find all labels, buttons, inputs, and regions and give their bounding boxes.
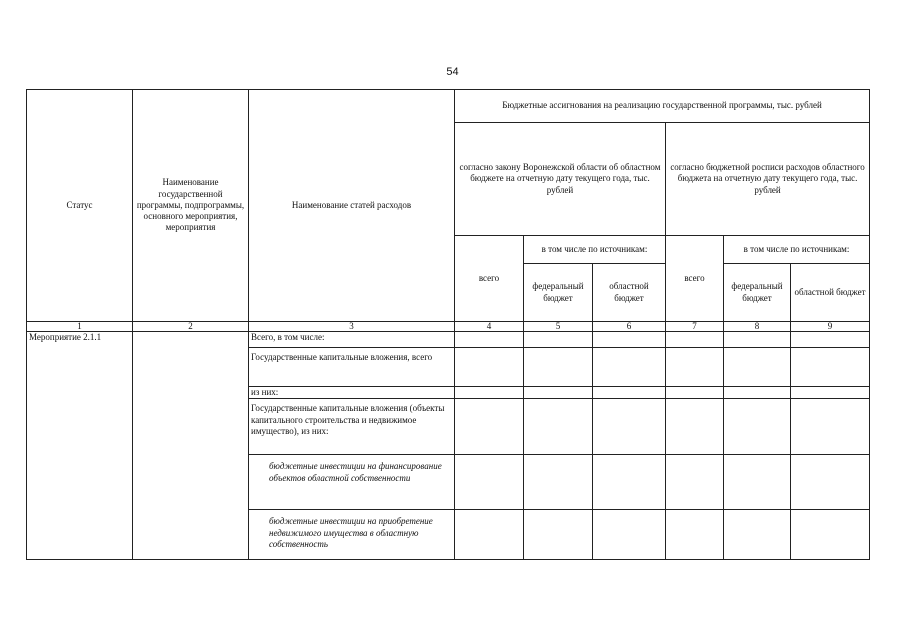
data-cell [791,455,870,510]
row-expense: Государственные капитальные вложения, всего [249,348,455,387]
column-number-row [27,322,870,332]
data-cell [524,455,593,510]
row-status: Мероприятие 2.1.1 [27,332,133,560]
header-law-regional: областной бюджет [593,264,666,322]
data-cell [724,332,791,348]
data-cell [593,510,666,560]
header-schedule-federal: федеральный бюджет [724,264,791,322]
row-expense: бюджетные инвестиции на приобретение недвижимого имущества в областную собственность [249,510,455,560]
data-cell [455,399,524,455]
data-cell [791,399,870,455]
row-expense: бюджетные инвестиции на финансирование объектов областной собственности [249,455,455,510]
column-number: 8 [724,322,791,332]
column-number: 7 [666,322,724,332]
data-cell [593,332,666,348]
data-cell [524,387,593,399]
data-cell [524,510,593,560]
budget-allocations-table [26,89,870,560]
table-row [27,332,870,348]
data-cell [524,348,593,387]
data-cell [666,399,724,455]
header-by-law: согласно закону Воронежской области об областном бюджете на отчетную дату текущего года, тыс. рублей [455,123,666,236]
row-expense: Государственные капитальные вложения (объекты капитального строительства и недвижимое имущество), из них: [249,399,455,455]
row-expense: Всего, в том числе: [249,332,455,348]
data-cell [666,387,724,399]
header-budget-allocations: Бюджетные ассигнования на реализацию государственной программы, тыс. рублей [455,90,870,123]
column-number: 2 [133,322,249,332]
row-program-name [133,332,249,560]
header-schedule-regional: областной бюджет [791,264,870,322]
data-cell [791,387,870,399]
data-cell [524,399,593,455]
data-cell [593,455,666,510]
column-number: 5 [524,322,593,332]
column-number: 6 [593,322,666,332]
header-law-federal: федеральный бюджет [524,264,593,322]
data-cell [666,348,724,387]
data-cell [666,510,724,560]
data-cell [724,455,791,510]
data-cell [724,510,791,560]
data-cell [524,332,593,348]
header-by-schedule: согласно бюджетной росписи расходов областного бюджета на отчетную дату текущего года, тыс. рублей [666,123,870,236]
data-cell [791,510,870,560]
column-number: 9 [791,322,870,332]
data-cell [724,399,791,455]
header-schedule-sources: в том числе по источникам: [724,236,870,264]
header-program-name: Наименование государственной программы, подпрограммы, основного мероприятия, мероприятия [133,90,249,322]
row-expense: из них: [249,387,455,399]
column-number: 1 [27,322,133,332]
data-cell [455,348,524,387]
data-cell [724,348,791,387]
data-cell [791,348,870,387]
data-cell [455,387,524,399]
data-cell [455,455,524,510]
data-cell [593,399,666,455]
page-number: 54 [446,66,459,78]
data-cell [666,332,724,348]
data-cell [666,455,724,510]
data-cell [455,332,524,348]
header-expense-items: Наименование статей расходов [249,90,455,322]
header-law-total: всего [455,236,524,322]
header-law-sources: в том числе по источникам: [524,236,666,264]
data-cell [455,510,524,560]
data-cell [593,387,666,399]
data-cell [791,332,870,348]
column-number: 4 [455,322,524,332]
data-cell [593,348,666,387]
header-status: Статус [27,90,133,322]
column-number: 3 [249,322,455,332]
header-schedule-total: всего [666,236,724,322]
data-cell [724,387,791,399]
